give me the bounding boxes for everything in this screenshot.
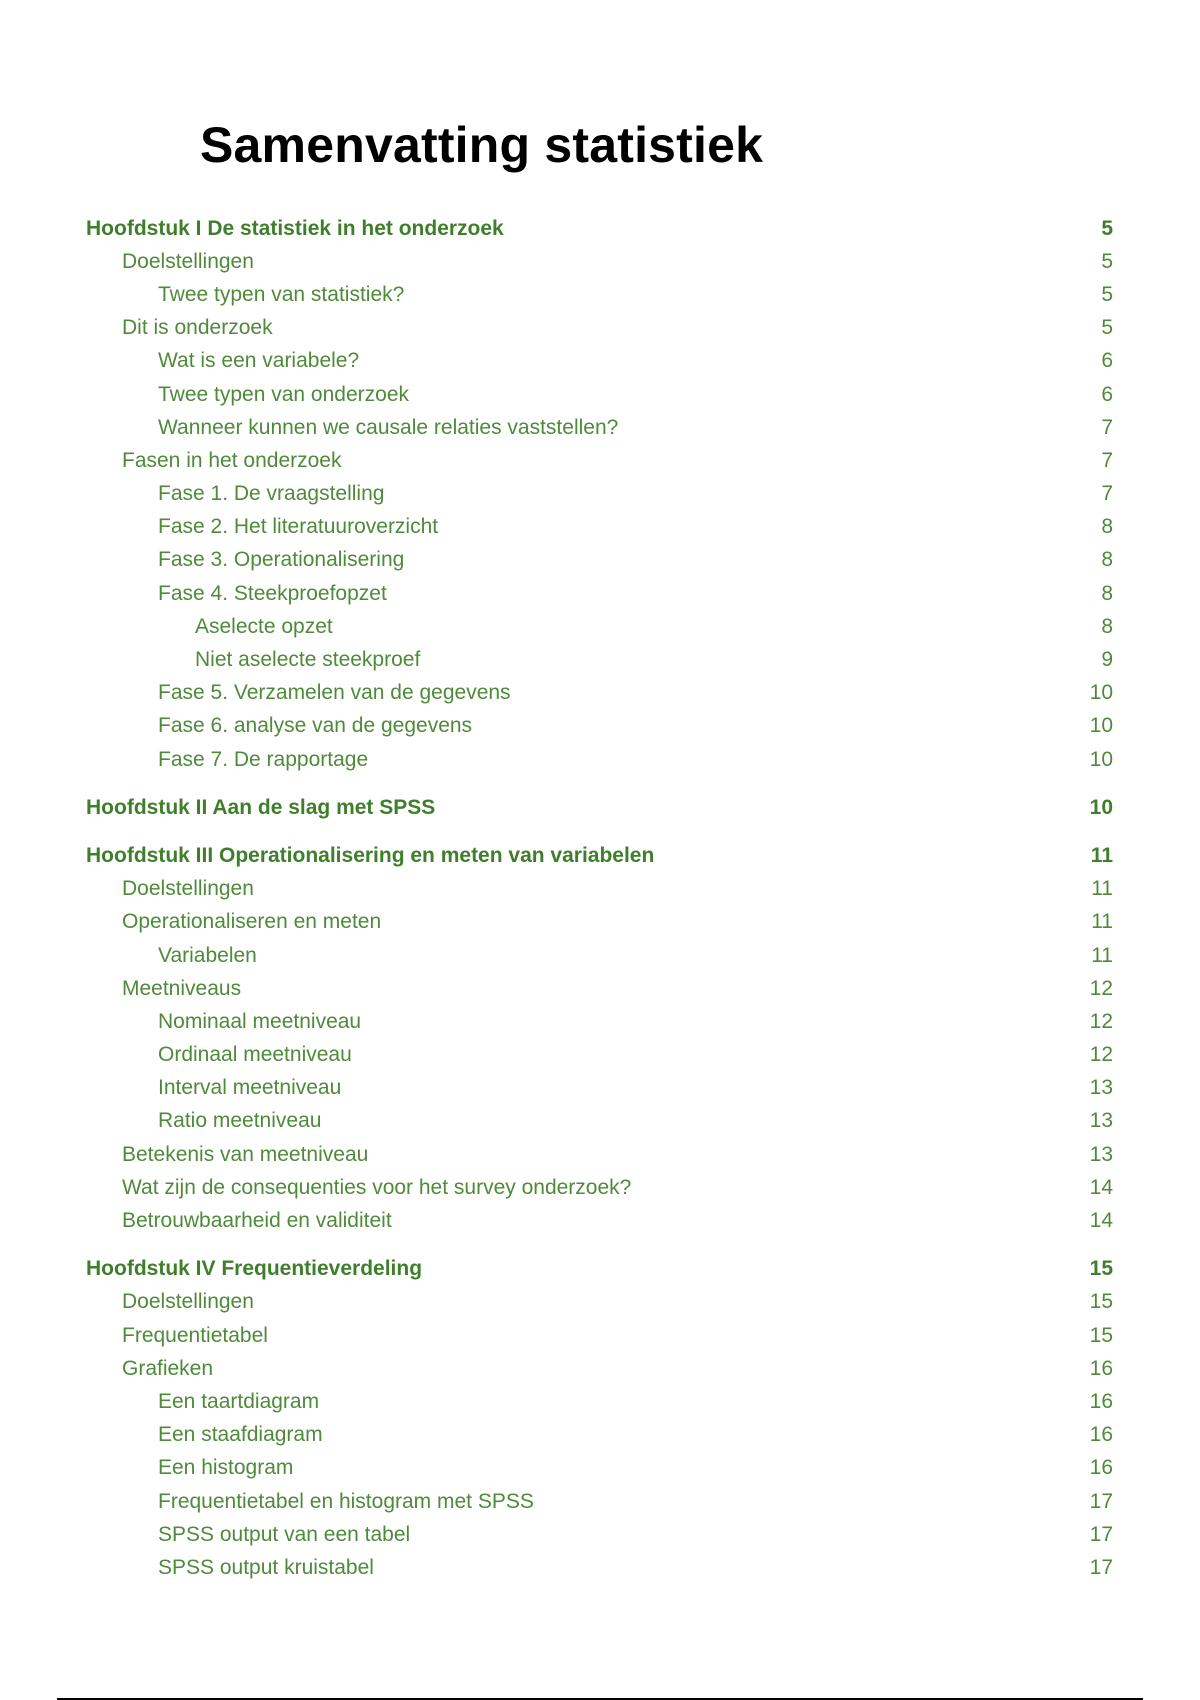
- toc-page-number: 8: [1101, 614, 1113, 638]
- toc-entry[interactable]: [86, 1138, 1113, 1171]
- toc-entry-label: Doelstellingen: [122, 877, 254, 901]
- toc-page-number: 17: [1089, 1522, 1113, 1546]
- toc-page-number: 7: [1101, 448, 1113, 472]
- toc-entry[interactable]: [86, 1551, 1113, 1584]
- toc-entry[interactable]: [86, 411, 1113, 444]
- toc-entry-label: Fase 6. analyse van de gegevens: [158, 714, 473, 738]
- toc-entry-label: Doelstellingen: [122, 249, 254, 273]
- toc-entry[interactable]: [86, 906, 1113, 939]
- toc-entry-label: Fase 2. Het literatuuroverzicht: [158, 515, 439, 539]
- toc-entry-label: Wat zijn de consequenties voor het survey onderzoek?: [122, 1175, 632, 1199]
- toc-page-number: 15: [1089, 1257, 1113, 1281]
- toc-entry-label: Betrouwbaarheid en validiteit: [122, 1209, 392, 1233]
- toc-page-number: 12: [1089, 1043, 1113, 1067]
- toc-entry-label: Fase 3. Operationalisering: [158, 548, 405, 572]
- toc-page-number: 10: [1089, 681, 1113, 705]
- toc-entry-label: Hoofdstuk II Aan de slag met SPSS: [86, 795, 436, 819]
- toc-page-number: 8: [1101, 515, 1113, 539]
- toc-entry[interactable]: [86, 577, 1113, 610]
- toc-entry-label: Hoofdstuk IV Frequentieverdeling: [86, 1257, 423, 1281]
- toc-page-number: 14: [1089, 1209, 1113, 1233]
- toc-entry[interactable]: [86, 743, 1113, 776]
- toc-entry[interactable]: [86, 245, 1113, 278]
- toc-entry[interactable]: [86, 939, 1113, 972]
- toc-page-number: 5: [1101, 316, 1113, 340]
- toc-entry[interactable]: [86, 1419, 1113, 1452]
- toc-entry-label: Twee typen van onderzoek: [158, 382, 409, 406]
- toc-page-number: 10: [1089, 747, 1113, 771]
- toc-entry-label: Grafieken: [122, 1356, 214, 1380]
- toc-entry[interactable]: [86, 478, 1113, 511]
- toc-page-number: 6: [1101, 382, 1113, 406]
- toc-entry[interactable]: [86, 677, 1113, 710]
- toc-entry[interactable]: [86, 1385, 1113, 1418]
- toc-chapter-entry[interactable]: [86, 791, 1113, 824]
- toc-page-number: 13: [1089, 1076, 1113, 1100]
- toc-entry[interactable]: [86, 1485, 1113, 1518]
- toc-entry-label: Meetniveaus: [122, 976, 242, 1000]
- toc-entry-label: Fasen in het onderzoek: [122, 448, 342, 472]
- toc-entry[interactable]: [86, 345, 1113, 378]
- toc-chapter-entry[interactable]: [86, 839, 1113, 872]
- toc-entry[interactable]: [86, 312, 1113, 345]
- toc-entry[interactable]: [86, 1518, 1113, 1551]
- toc-entry[interactable]: [86, 643, 1113, 676]
- toc-entry-label: Een histogram: [158, 1456, 294, 1480]
- toc-page-number: 11: [1091, 877, 1113, 901]
- toc-page-number: 16: [1089, 1389, 1113, 1413]
- toc-entry[interactable]: [86, 1072, 1113, 1105]
- toc-entry-label: Frequentietabel: [122, 1323, 268, 1347]
- toc-page-number: 15: [1089, 1323, 1113, 1347]
- toc-entry-label: Wat is een variabele?: [158, 349, 360, 373]
- toc-entry[interactable]: [86, 1039, 1113, 1072]
- toc-page-number: 6: [1101, 349, 1113, 373]
- toc-entry-label: Dit is onderzoek: [122, 316, 273, 340]
- toc-entry-label: Hoofdstuk III Operationalisering en meten van variabelen: [86, 843, 655, 867]
- toc-entry-label: Nominaal meetniveau: [158, 1009, 362, 1033]
- toc-page-number: 11: [1091, 910, 1113, 934]
- toc-page-number: 9: [1101, 648, 1113, 672]
- toc-entry-label: Aselecte opzet: [195, 614, 333, 638]
- toc-entry-label: Fase 5. Verzamelen van de gegevens: [158, 681, 511, 705]
- toc-chapter-entry[interactable]: [86, 1253, 1113, 1286]
- toc-entry[interactable]: [86, 1352, 1113, 1385]
- toc-entry-label: Een taartdiagram: [158, 1389, 320, 1413]
- toc-entry[interactable]: [86, 444, 1113, 477]
- toc-entry[interactable]: [86, 1171, 1113, 1204]
- toc-entry[interactable]: [86, 710, 1113, 743]
- toc-page-number: 5: [1101, 282, 1113, 306]
- toc-entry-label: Interval meetniveau: [158, 1076, 342, 1100]
- toc-entry[interactable]: [86, 1204, 1113, 1237]
- toc-page-number: 14: [1089, 1175, 1113, 1199]
- toc-page-number: 16: [1089, 1423, 1113, 1447]
- toc-entry-label: SPSS output van een tabel: [158, 1522, 411, 1546]
- page-title: Samenvatting statistiek: [200, 117, 764, 173]
- toc-entry-label: Fase 1. De vraagstelling: [158, 482, 385, 506]
- toc-entry[interactable]: [86, 511, 1113, 544]
- toc-chapter-entry[interactable]: [86, 212, 1113, 245]
- toc-page-number: 5: [1101, 216, 1113, 240]
- toc-entry[interactable]: [86, 1452, 1113, 1485]
- toc-page-number: 10: [1089, 795, 1113, 819]
- toc-entry-label: Variabelen: [158, 943, 257, 967]
- toc-entry-label: Fase 7. De rapportage: [158, 747, 369, 771]
- toc-page-number: 16: [1089, 1356, 1113, 1380]
- toc-entry-label: SPSS output kruistabel: [158, 1555, 374, 1579]
- toc-entry[interactable]: [86, 610, 1113, 643]
- toc-entry-label: Operationaliseren en meten: [122, 910, 382, 934]
- toc-page-number: 15: [1089, 1290, 1113, 1314]
- toc-page-number: 11: [1090, 843, 1113, 867]
- toc-entry[interactable]: [86, 1105, 1113, 1138]
- toc-entry-label: Doelstellingen: [122, 1290, 254, 1314]
- toc-entry-label: Een staafdiagram: [158, 1423, 323, 1447]
- toc-entry-label: Frequentietabel en histogram met SPSS: [158, 1489, 534, 1513]
- toc-page-number: 13: [1089, 1109, 1113, 1133]
- toc-page-number: 16: [1089, 1456, 1113, 1480]
- toc-page-number: 12: [1089, 976, 1113, 1000]
- toc-page-number: 11: [1091, 943, 1113, 967]
- toc-entry[interactable]: [86, 972, 1113, 1005]
- toc-entry-label: Niet aselecte steekproef: [195, 648, 421, 672]
- toc-entry-label: Wanneer kunnen we causale relaties vaststellen?: [158, 415, 619, 439]
- toc-entry[interactable]: [86, 1005, 1113, 1038]
- toc-page-number: 13: [1089, 1142, 1113, 1166]
- toc-entry[interactable]: [86, 544, 1113, 577]
- toc-entry[interactable]: [86, 278, 1113, 311]
- toc-entry[interactable]: [86, 378, 1113, 411]
- table-of-contents: [86, 212, 1113, 1585]
- toc-entry[interactable]: [86, 1319, 1113, 1352]
- toc-page-number: 12: [1089, 1009, 1113, 1033]
- toc-entry-label: Betekenis van meetniveau: [122, 1142, 369, 1166]
- toc-page-number: 17: [1089, 1555, 1113, 1579]
- toc-entry[interactable]: [86, 873, 1113, 906]
- toc-page-number: 7: [1101, 415, 1113, 439]
- toc-page-number: 17: [1089, 1489, 1113, 1513]
- toc-entry-label: Twee typen van statistiek?: [158, 282, 405, 306]
- toc-page-number: 10: [1089, 714, 1113, 738]
- toc-entry-label: Ratio meetniveau: [158, 1109, 322, 1133]
- toc-entry-label: Hoofdstuk I De statistiek in het onderzoek: [86, 216, 504, 240]
- toc-page-number: 7: [1101, 482, 1113, 506]
- toc-entry[interactable]: [86, 1286, 1113, 1319]
- toc-entry-label: Ordinaal meetniveau: [158, 1043, 352, 1067]
- toc-page-number: 8: [1101, 548, 1113, 572]
- toc-entry-label: Fase 4. Steekproefopzet: [158, 581, 387, 605]
- toc-page-number: 8: [1101, 581, 1113, 605]
- toc-page-number: 5: [1101, 249, 1113, 273]
